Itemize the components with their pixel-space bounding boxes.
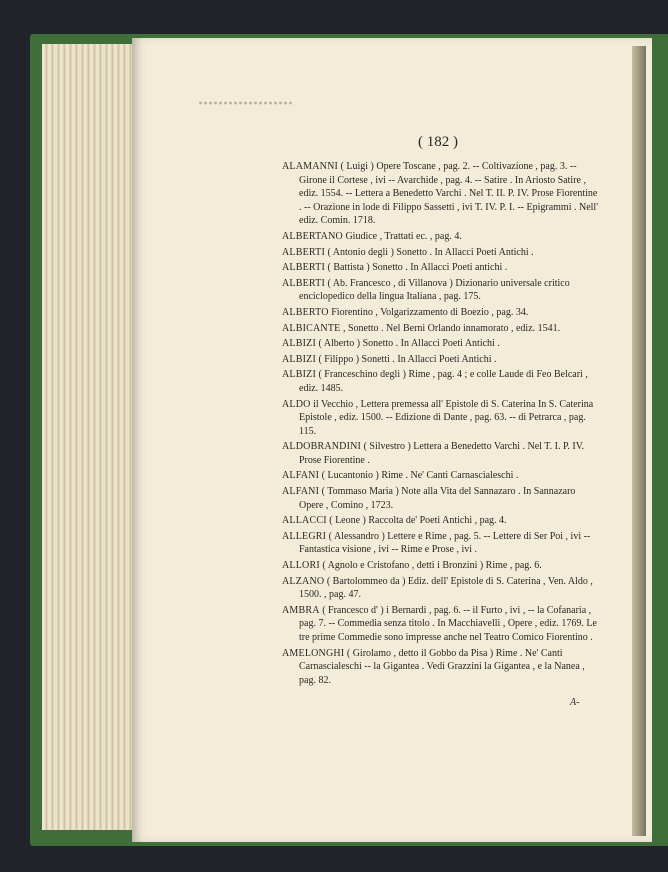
entry-head: ALBIZI [282, 369, 316, 381]
entry-head: ALBICANTE [282, 322, 341, 334]
index-entry [282, 514, 602, 528]
entry-text: ( Tommaso Maria ) Note alla Vita del Sannazaro . In Sannazaro Opere , Comino , 1723. [299, 486, 576, 511]
index-entry [282, 604, 602, 645]
entry-text: ( Silvestro ) Lettera a Benedetto Varchi . Nel T. I. P. IV. Prose Fiorentine . [299, 441, 585, 466]
index-entry [282, 230, 602, 244]
index-entry [282, 353, 602, 367]
entry-text: Giudice , Trattati ec. , pag. 4. [345, 230, 462, 242]
index-entry [282, 469, 602, 483]
entry-text: ( Battista ) Sonetto . In Allacci Poeti antichi . [327, 262, 508, 274]
entry-text: ( Bartolommeo da ) Ediz. dell' Epistole di S. Caterina , Ven. Aldo , 1500. , pag. 47. [299, 575, 593, 601]
entry-head: ALLEGRI [282, 530, 327, 542]
entry-head: ALBERTO [282, 306, 329, 318]
entry-text: ( Alberto ) Sonetto . In Allacci Poeti Antichi . [318, 338, 500, 350]
header-ornament [198, 100, 293, 106]
entry-text: ( Franceschino degli ) Rime , pag. 4 ; e colle Laude di Feo Belcari , ediz. 1485. [299, 369, 588, 394]
index-entry [282, 368, 602, 395]
entry-text: ( Ab. Francesco , di Villanova ) Dizionario universale critico enciclopedico della lingua Italiana , pag. 175. [299, 277, 570, 303]
index-entry [282, 322, 602, 336]
entry-text: ( Alessandro ) Lettere e Rime , pag. 5. -- Lettere di Ser Poi , ivi -- Fantastica visione , ivi -- Rime e Prose , ivi . [299, 530, 591, 556]
index-entry [282, 160, 602, 228]
index-entry [282, 530, 602, 557]
entry-head: ALBIZI [282, 353, 316, 365]
entry-text: Fiorentino , Volgarizzamento di Boezio , pag. 34. [331, 306, 529, 318]
entry-text: ( Leone ) Raccolta de' Poeti Antichi , pag. 4. [329, 515, 507, 527]
entry-text: ( Francesco d' ) i Bernardi , pag. 6. -- il Furto , ivi , -- la Cofanaria , pag. 7. -- Commedia senza titolo . In Macchiavelli , Opere , ediz. 1769. Le tre prime Commedie sono impresse anche nel Teatro Comico Fiorentino . [299, 604, 597, 643]
index-entries [282, 160, 602, 689]
index-entry [282, 559, 602, 573]
entry-head: ALFANI [282, 470, 320, 482]
index-entry [282, 440, 602, 467]
entry-head: ALDOBRANDINI [282, 441, 362, 453]
page-gutter [632, 46, 646, 836]
entry-head: ALAMANNI [282, 161, 339, 172]
index-entry [282, 261, 602, 275]
entry-head: ALFANI [282, 486, 320, 498]
index-entry [282, 246, 602, 260]
entry-head: ALLACCI [282, 515, 327, 527]
entry-text: il Vecchio , Lettera premessa all' Epistole di S. Caterina In S. Caterina Epistole , ediz. 1500. -- Edizione di Dante , pag. 63. -- di Petrarca , pag. 115. [299, 398, 594, 437]
entry-head: ALZANO [282, 575, 325, 587]
entry-head: ALBIZI [282, 338, 316, 350]
entry-head: AMELONGHI [282, 647, 345, 659]
entry-head: ALDO [282, 398, 311, 410]
index-entry [282, 277, 602, 304]
index-entry [282, 337, 602, 351]
entry-head: ALBERTI [282, 246, 326, 258]
entry-text: ( Filippo ) Sonetti . In Allacci Poeti Antichi . [318, 353, 497, 365]
entry-head: AMBRA [282, 604, 320, 616]
entry-text: ( Agnolo e Cristofano , detti i Bronzini ) Rime , pag. 6. [322, 560, 542, 572]
page-number: ( 182 ) [418, 134, 458, 150]
entry-text: , Sonetto . Nel Berni Orlando innamorato , ediz. 1541. [342, 322, 561, 334]
catchword: A- [570, 697, 580, 708]
entry-text: ( Girolamo , detto il Gobbo da Pisa ) Rime . Ne' Canti Carnascialeschi -- la Gigantea . Vedi Grazzini la Gigantea , e la Nanea , pag. 82. [299, 647, 585, 686]
entry-text: ( Luigi ) Opere Toscane , pag. 2. -- Coltivazione , pag. 3. -- Girone il Cortese , ivi -- Avarchide , pag. 4. -- Satire . In Ariosto Satire , ediz. 1554. -- Lettera a Benedetto Varchi . Nel T. II. P. IV. Prose Fiorentine . -- Orazione in lode di Filippo Sassetti , ivi T. IV. P. I. -- Epigrammi . Nell' ediz. Comin. 1718. [299, 161, 598, 227]
index-entry [282, 575, 602, 602]
entry-head: ALBERTI [282, 262, 326, 274]
entry-head: ALBERTI [282, 277, 326, 289]
index-entry [282, 398, 602, 439]
page-edges [42, 44, 142, 830]
entry-head: ALBERTANO [282, 230, 343, 242]
index-entry [282, 647, 602, 688]
entry-text: ( Antonio degli ) Sonetto . In Allacci Poeti Antichi . [327, 246, 534, 258]
entry-head: ALLORI [282, 560, 320, 572]
index-entry [282, 306, 602, 320]
index-entry [282, 485, 602, 512]
entry-text: ( Lucantonio ) Rime . Ne' Canti Carnascialeschi . [321, 470, 519, 482]
